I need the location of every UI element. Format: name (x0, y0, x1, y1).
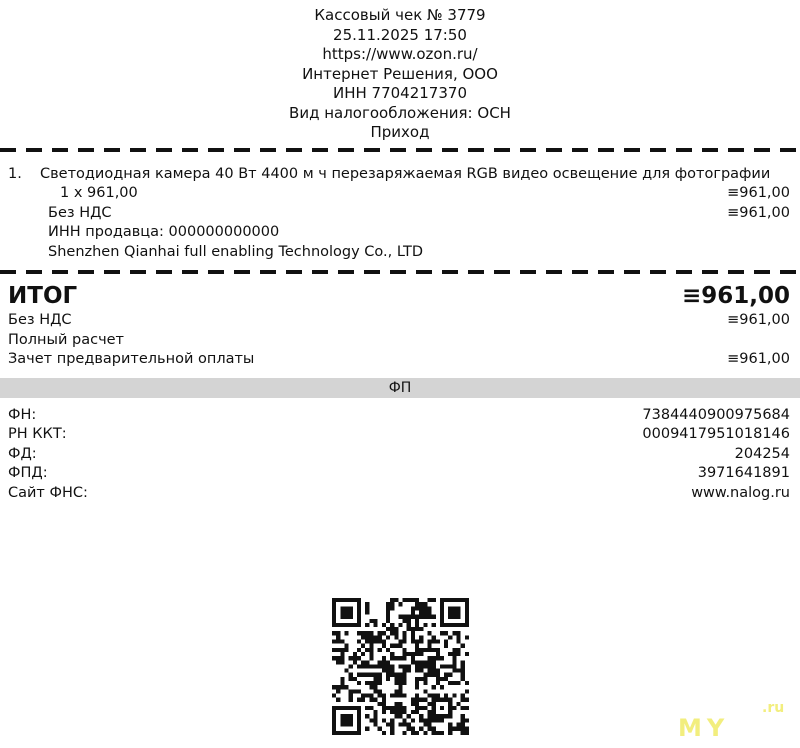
fiscal-row-fpd (0, 464, 800, 484)
fd-label: ФД: (8, 445, 37, 462)
fns-site-value: www.nalog.ru (691, 484, 790, 501)
fpd-value: 3971641891 (697, 465, 790, 481)
total-label: ИТОГ (8, 283, 78, 309)
totals-vat-value: ≡961,00 (727, 312, 790, 328)
operation-type: Приход (370, 123, 430, 141)
tax-system: Вид налогообложения: ОСН (289, 103, 511, 122)
fd-value: 204254 (734, 445, 790, 462)
seller-name: Shenzhen Qianhai full enabling Technology Co., LTD (48, 243, 423, 260)
prepayment-value: ≡961,00 (727, 351, 790, 367)
item-qty-row (0, 184, 800, 204)
receipt-header (0, 0, 800, 143)
watermark-text: MY (678, 714, 730, 742)
item-qty: 1 x 961,00 (60, 185, 138, 201)
totals-section (0, 274, 800, 370)
total-value: ≡961,00 (681, 283, 790, 309)
fiscal-row-fn (0, 406, 800, 426)
receipt-title: Кассовый чек № 3779 (314, 6, 486, 24)
totals-vat-row (0, 311, 800, 331)
rn-kkt-label: РН ККТ: (8, 426, 67, 442)
fn-value: 7384440900975684 (642, 406, 790, 423)
item-name-row (0, 165, 800, 185)
watermark-suffix: .ru (762, 700, 785, 716)
total-row (0, 281, 800, 311)
fiscal-row-fd (0, 445, 800, 465)
payment-type-row (0, 331, 800, 351)
rn-kkt-value: 0009417951018146 (642, 426, 790, 442)
fns-site-label: Сайт ФНС: (8, 484, 88, 501)
fn-label: ФН: (8, 406, 37, 423)
fiscal-row-rn-kkt (0, 425, 800, 445)
seller-inn: ИНН продавца: 000000000000 (48, 224, 280, 240)
fiscal-section (0, 398, 800, 504)
payment-type-value (790, 331, 800, 351)
qr-code (332, 720, 469, 739)
fpd-label: ФПД: (8, 465, 48, 481)
company-name: Интернет Решения, ООО (302, 64, 498, 83)
item-vat-price: ≡961,00 (727, 204, 790, 221)
prepayment-label: Зачет предварительной оплаты (8, 351, 255, 367)
item-vat-label: Без НДС (48, 204, 112, 221)
receipt-datetime: 25.11.2025 17:50 (333, 25, 467, 44)
payment-type-label: Полный расчет (8, 331, 124, 348)
item-name: Светодиодная камера 40 Вт 4400 м ч перезаряжаемая RGB видео освещение для фотографии (40, 165, 771, 182)
totals-vat-label: Без НДС (8, 312, 72, 328)
item-index: 1. (8, 165, 22, 182)
company-inn: ИНН 7704217370 (333, 84, 467, 102)
qr-code-wrapper (0, 598, 800, 739)
prepayment-row (0, 350, 800, 370)
fp-bar: ФП (0, 378, 800, 398)
item-section (0, 152, 800, 263)
item-price: ≡961,00 (727, 185, 790, 201)
fiscal-row-fns-site (0, 484, 800, 504)
store-url: https://www.ozon.ru/ (322, 45, 478, 63)
item-vat-row (0, 204, 800, 224)
